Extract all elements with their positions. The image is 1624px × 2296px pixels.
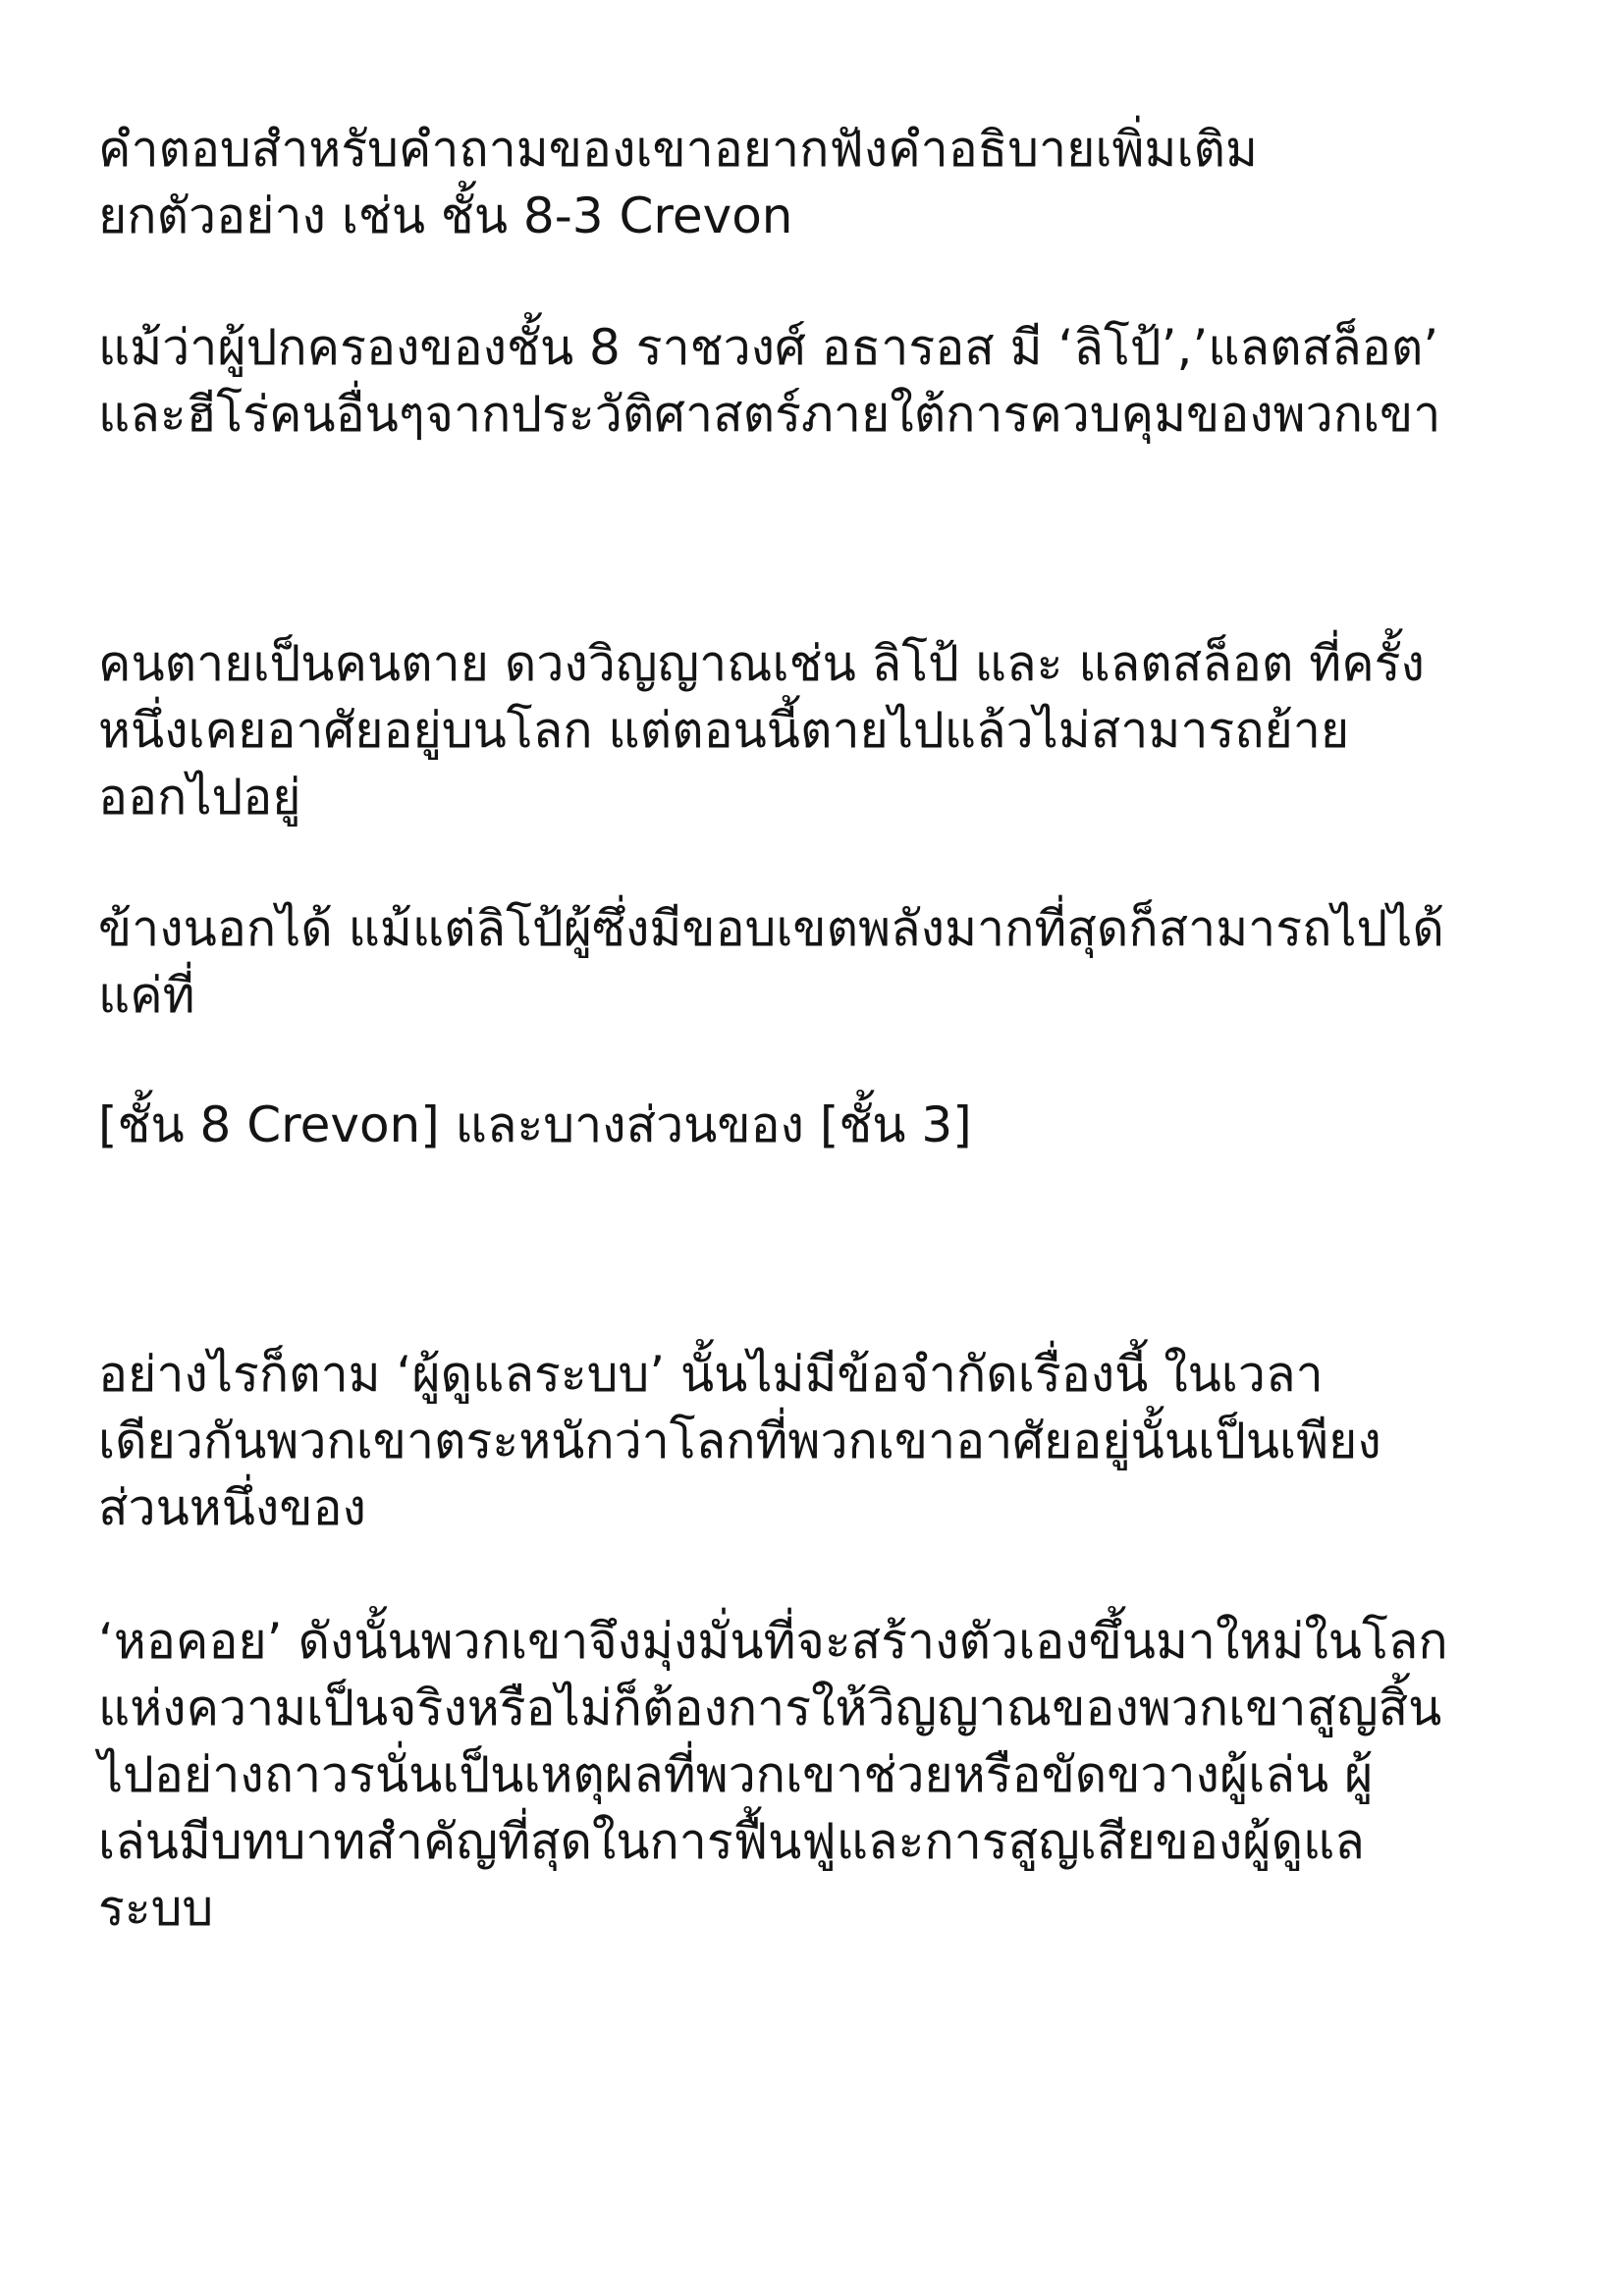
text-line: ‘หอคอย’ ดังนั้นพวกเขาจึงมุ่งมั่นที่จะสร้างตัวเองขึ้นมาใหม่ในโลก — [98, 1613, 1448, 1670]
paragraph-5 — [98, 1092, 1551, 1158]
text-line: แม้ว่าผู้ปกครองของชั้น 8 ราชวงศ์ อธารอส มี ‘ลิโป้’,’แลตสล็อต’ — [98, 319, 1439, 376]
paragraph-7 — [98, 1608, 1551, 1942]
paragraph-4 — [98, 895, 1551, 1029]
text-line: อย่างไรก็ตาม ‘ผู้ดูแลระบบ’ นั้นไม่มีข้อจำกัดเรื่องนี้ ในเวลา — [98, 1346, 1324, 1403]
text-line: หนึ่งเคยอาศัยอยู่บนโลก แต่ตอนนี้ตายไปแล้วไม่สามารถย้าย — [98, 702, 1350, 759]
text-line: ออกไปอยู่ — [98, 769, 301, 826]
text-line: เล่นมีบทบาทสำคัญที่สุดในการฟื้นฟูและการสูญเสียของผู้ดูแล — [98, 1813, 1365, 1870]
paragraph-3 — [98, 630, 1551, 830]
text-line: คำตอบสำหรับคำถามของเขาอยากฟังคำอธิบายเพิ่มเติม — [98, 121, 1258, 178]
text-line: ส่วนหนึ่งของ — [98, 1479, 366, 1536]
text-line: [ชั้น 8 Crevon] และบางส่วนของ [ชั้น 3] — [98, 1096, 972, 1153]
text-line: แห่งความเป็นจริงหรือไม่ก็ต้องการให้วิญญาณของพวกเขาสูญสิ้น — [98, 1680, 1442, 1736]
paragraph-6 — [98, 1341, 1551, 1541]
paragraph-2 — [98, 314, 1551, 448]
text-line: คนตายเป็นคนตาย ดวงวิญญาณเช่น ลิโป้ และ แลตสล็อต ที่ครั้ง — [98, 635, 1425, 692]
text-line: เดียวกันพวกเขาตระหนักว่าโลกที่พวกเขาอาศัยอยู่นั้นเป็นเพียง — [98, 1413, 1381, 1469]
text-line: แค่ที่ — [98, 967, 195, 1024]
text-line: ระบบ — [98, 1880, 214, 1937]
text-line: ไปอย่างถาวรนั่นเป็นเหตุผลที่พวกเขาช่วยหรือขัดขวางผู้เล่น ผู้ — [98, 1746, 1374, 1803]
text-line: และฮีโร่คนอื่นๆจากประวัติศาสตร์ภายใต้การควบคุมของพวกเขา — [98, 386, 1441, 443]
paragraph-1 — [98, 116, 1551, 249]
text-line: ยกตัวอย่าง เช่น ชั้น 8-3 Crevon — [98, 187, 793, 244]
text-line: ข้างนอกได้ แม้แต่ลิโป้ผู้ซึ่งมีขอบเขตพลังมากที่สุดก็สามารถไปได้ — [98, 900, 1444, 957]
